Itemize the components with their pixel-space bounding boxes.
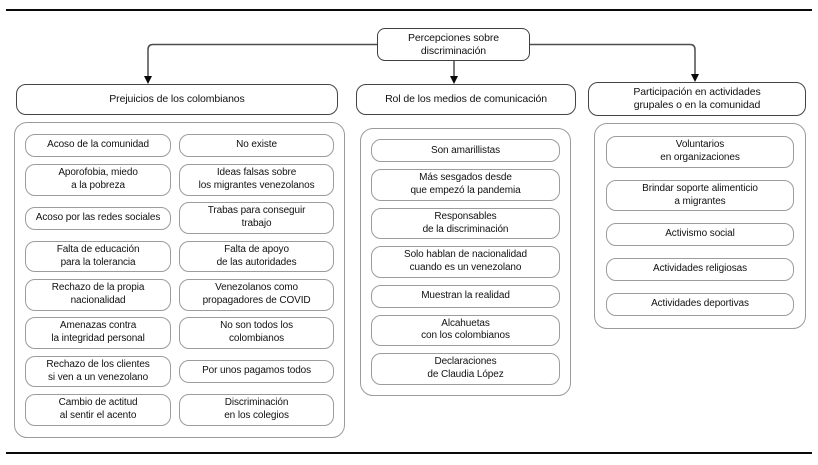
group-container-medios <box>360 128 571 396</box>
arrowhead-right <box>691 74 699 82</box>
item-grid-medios <box>361 129 570 395</box>
item-box: Acoso por las redes sociales <box>25 207 171 230</box>
item-box: No son todos los colombianos <box>179 317 334 349</box>
item-box: Venezolanos como propagadores de COVID <box>179 279 334 311</box>
item-box: Actividades religiosas <box>606 258 794 281</box>
bottom-divider <box>6 452 812 454</box>
item-box: Responsables de la discriminación <box>371 208 560 240</box>
item-box: Amenazas contra la integridad personal <box>25 317 171 349</box>
item-box: Ideas falsas sobre los migrantes venezolanos <box>179 164 334 196</box>
item-box: Por unos pagamos todos <box>179 360 334 383</box>
item-box: Cambio de actitud al sentir el acento <box>25 394 171 426</box>
branch-header-medios: Rol de los medios de comunicación <box>356 84 576 115</box>
item-box: Discriminación en los colegios <box>179 394 334 426</box>
branch-header-participacion: Participación en actividades grupales o en la comunidad <box>588 82 806 116</box>
group-container-participacion <box>594 123 806 329</box>
item-box: No existe <box>179 134 334 157</box>
item-grid-participacion <box>595 124 805 328</box>
branch-header-prejuicios: Prejuicios de los colombianos <box>16 84 338 115</box>
group-container-prejuicios <box>14 122 345 438</box>
item-box: Voluntarios en organizaciones <box>606 136 794 168</box>
item-box: Acoso de la comunidad <box>25 134 171 157</box>
item-box: Declaraciones de Claudia López <box>371 353 560 385</box>
root-node: Percepciones sobre discriminación <box>377 28 530 61</box>
item-box: Rechazo de la propia nacionalidad <box>25 279 171 311</box>
item-box: Más sesgados desde que empezó la pandemia <box>371 169 560 201</box>
arrowhead-middle <box>450 76 458 84</box>
item-box: Activismo social <box>606 223 794 246</box>
item-box: Trabas para conseguir trabajo <box>179 202 334 234</box>
item-box: Falta de apoyo de las autoridades <box>179 241 334 273</box>
item-box: Muestran la realidad <box>371 285 560 308</box>
item-box: Actividades deportivas <box>606 293 794 316</box>
item-box: Solo hablan de nacionalidad cuando es un venezolano <box>371 246 560 278</box>
item-box: Rechazo de los clientes si ven a un venezolano <box>25 356 171 388</box>
item-box: Alcahuetas con los colombianos <box>371 315 560 347</box>
item-box: Aporofobia, miedo a la pobreza <box>25 164 171 196</box>
top-divider <box>6 9 812 11</box>
item-box: Falta de educación para la tolerancia <box>25 241 171 273</box>
item-box: Brindar soporte alimenticio a migrantes <box>606 180 794 212</box>
item-grid-prejuicios <box>15 123 344 437</box>
arrowhead-left <box>144 76 152 84</box>
item-box: Son amarillistas <box>371 139 560 162</box>
